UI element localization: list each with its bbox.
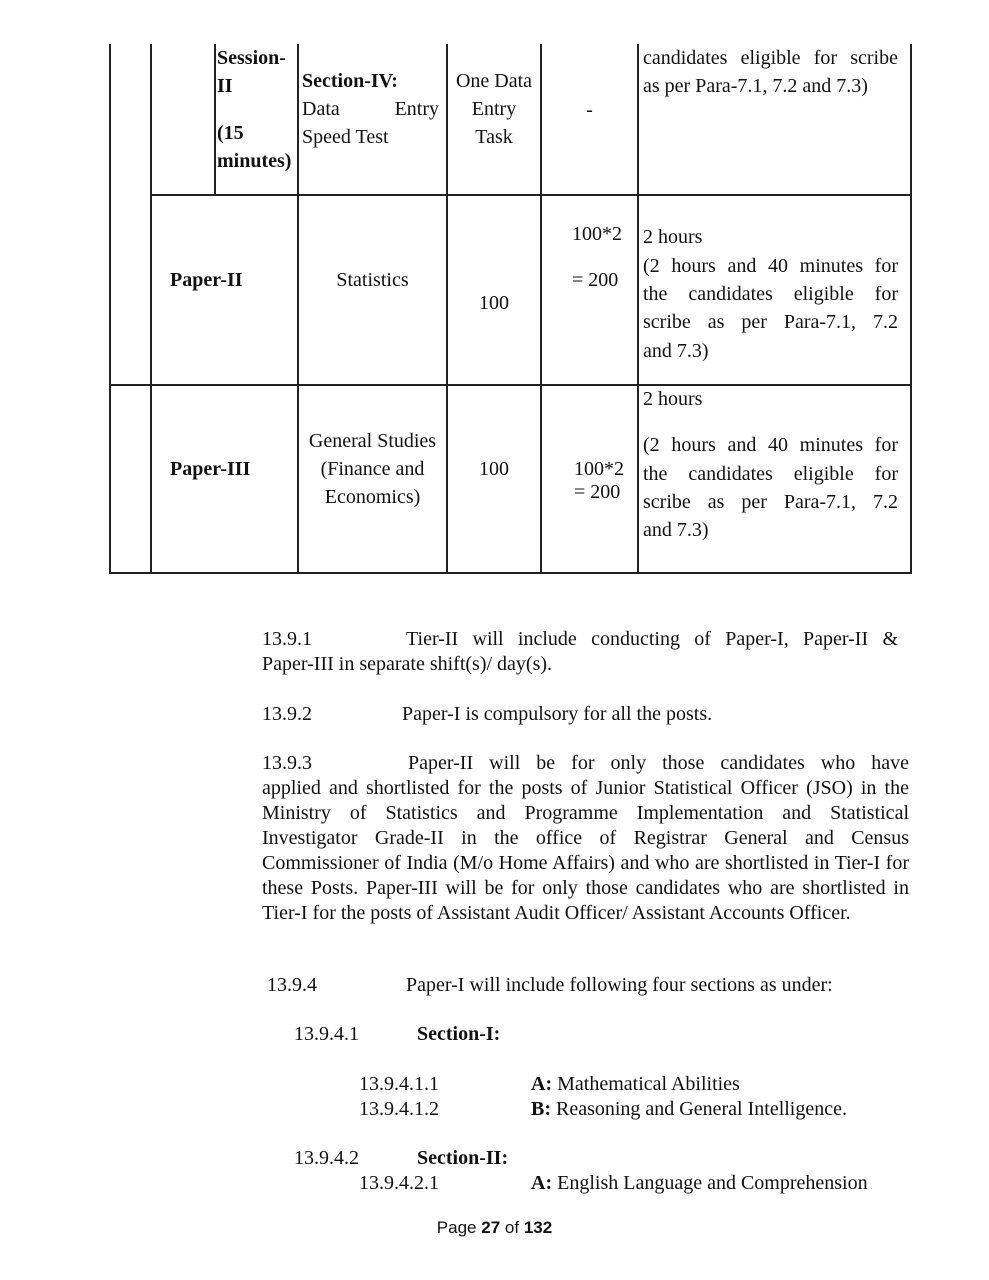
- paper-ii-duration-line3: scribe as per Para-7.1, 7.2: [643, 311, 898, 333]
- session-time-line1: (15: [217, 122, 244, 144]
- item-label: B:: [531, 1098, 551, 1120]
- section-iv-desc-line1: [302, 95, 439, 123]
- footer-total-pages: 132: [523, 1218, 553, 1237]
- footer-page-number: 27: [481, 1218, 501, 1237]
- subsection-number: 13.9.4.2: [294, 1147, 359, 1169]
- item-text: [531, 1072, 740, 1097]
- para-text-line1: Tier-II will include conducting of Paper-I, Paper-II &: [406, 628, 898, 650]
- session-label-line1: Session-: [217, 47, 286, 69]
- paper-iii-duration-line2: the candidates eligible for: [643, 463, 898, 485]
- paper-iii-subject-line1: General Studies: [308, 430, 437, 452]
- footer-of-word: of: [504, 1218, 520, 1237]
- questions-line2: Entry: [471, 98, 517, 120]
- paper-iii-questions: 100: [479, 458, 509, 480]
- para-text-body: applied and shortlisted for the posts of Junior Statistical Officer (JSO) in the Ministry of Statistics and Programme Implementation and Statistical Investigator Grade-II in the office of Registrar General and Census Commissioner of India (M/o Home Affairs) and who are shortlisted in Tier-I for these Posts. Paper-III will be for only those candidates who are shortlisted in Tier-I for the posts of Assistant Audit Officer/ Assistant Accounts Officer.: [262, 777, 909, 924]
- section-iv-desc-word-entry: Entry: [394, 98, 439, 120]
- paper-ii-subject: Statistics: [336, 269, 409, 291]
- paper-ii-marks-line2: = 200: [572, 269, 619, 291]
- paper-iii-marks-line2: = 200: [574, 481, 621, 503]
- paper-ii-duration-line1: (2 hours and 40 minutes for: [643, 255, 898, 277]
- paper-iii-label: Paper-III: [170, 458, 251, 480]
- duration-line1: candidates eligible for scribe: [643, 47, 898, 69]
- subsection-title: Section-I:: [417, 1023, 501, 1045]
- paper-iii-subject-line2: (Finance and: [320, 458, 425, 480]
- footer-page-word: Page: [436, 1218, 477, 1237]
- item-description: Reasoning and General Intelligence.: [556, 1098, 847, 1120]
- page-footer: [0, 1218, 989, 1238]
- questions-line1: One Data: [455, 70, 533, 92]
- item-number: 13.9.4.1.2: [359, 1098, 439, 1120]
- questions-line3: Task: [475, 126, 513, 148]
- para-number: 13.9.1: [262, 628, 312, 650]
- session-time-line2: minutes): [217, 150, 292, 172]
- item-text: [531, 1097, 847, 1122]
- marks-dash: -: [586, 99, 593, 121]
- para-text: Paper-I will include following four sections as under:: [406, 974, 833, 996]
- item-number: 13.9.4.2.1: [359, 1172, 439, 1194]
- item-label: A:: [531, 1172, 553, 1194]
- paper-ii-duration-line4: and 7.3): [643, 340, 709, 362]
- paper-iii-subject-line3: Economics): [324, 486, 421, 508]
- item-description: Mathematical Abilities: [557, 1073, 740, 1095]
- section-iv-desc-word-data: Data: [302, 98, 340, 120]
- para-number: 13.9.4: [267, 974, 317, 996]
- paper-ii-duration-main: 2 hours: [643, 226, 703, 248]
- item-label: A:: [531, 1073, 553, 1095]
- paper-iii-marks-line1: 100*2: [574, 458, 624, 480]
- paper-ii-marks-line1: 100*2: [572, 223, 622, 245]
- paper-iii-duration-line4: and 7.3): [643, 519, 709, 541]
- duration-line2: as per Para-7.1, 7.2 and 7.3): [643, 75, 868, 97]
- item-description: English Language and Comprehension: [557, 1172, 868, 1194]
- paper-ii-duration-line2: the candidates eligible for: [643, 283, 898, 305]
- item-number: 13.9.4.1.1: [359, 1073, 439, 1095]
- subsection-number: 13.9.4.1: [294, 1023, 359, 1045]
- para-number: 13.9.3: [262, 752, 312, 774]
- section-iv-desc-line2: Speed Test: [302, 126, 389, 148]
- subsection-title: Section-II:: [417, 1147, 509, 1169]
- paper-ii-label: Paper-II: [170, 269, 243, 291]
- section-iv-title: Section-IV:: [302, 70, 398, 92]
- para-text: Paper-I is compulsory for all the posts.: [402, 703, 713, 725]
- para-text-line1: Paper-II will be for only those candidates who have: [408, 752, 909, 774]
- para-number: 13.9.2: [262, 703, 312, 725]
- paper-iii-duration-line3: scribe as per Para-7.1, 7.2: [643, 491, 898, 513]
- paper-iii-duration-main: 2 hours: [643, 388, 703, 410]
- item-text: [531, 1171, 868, 1196]
- paper-iii-duration-line1: (2 hours and 40 minutes for: [643, 434, 898, 456]
- paper-ii-questions: 100: [479, 292, 509, 314]
- para-text-line2: Paper-III in separate shift(s)/ day(s).: [262, 653, 553, 675]
- session-label-line2: II: [217, 75, 233, 97]
